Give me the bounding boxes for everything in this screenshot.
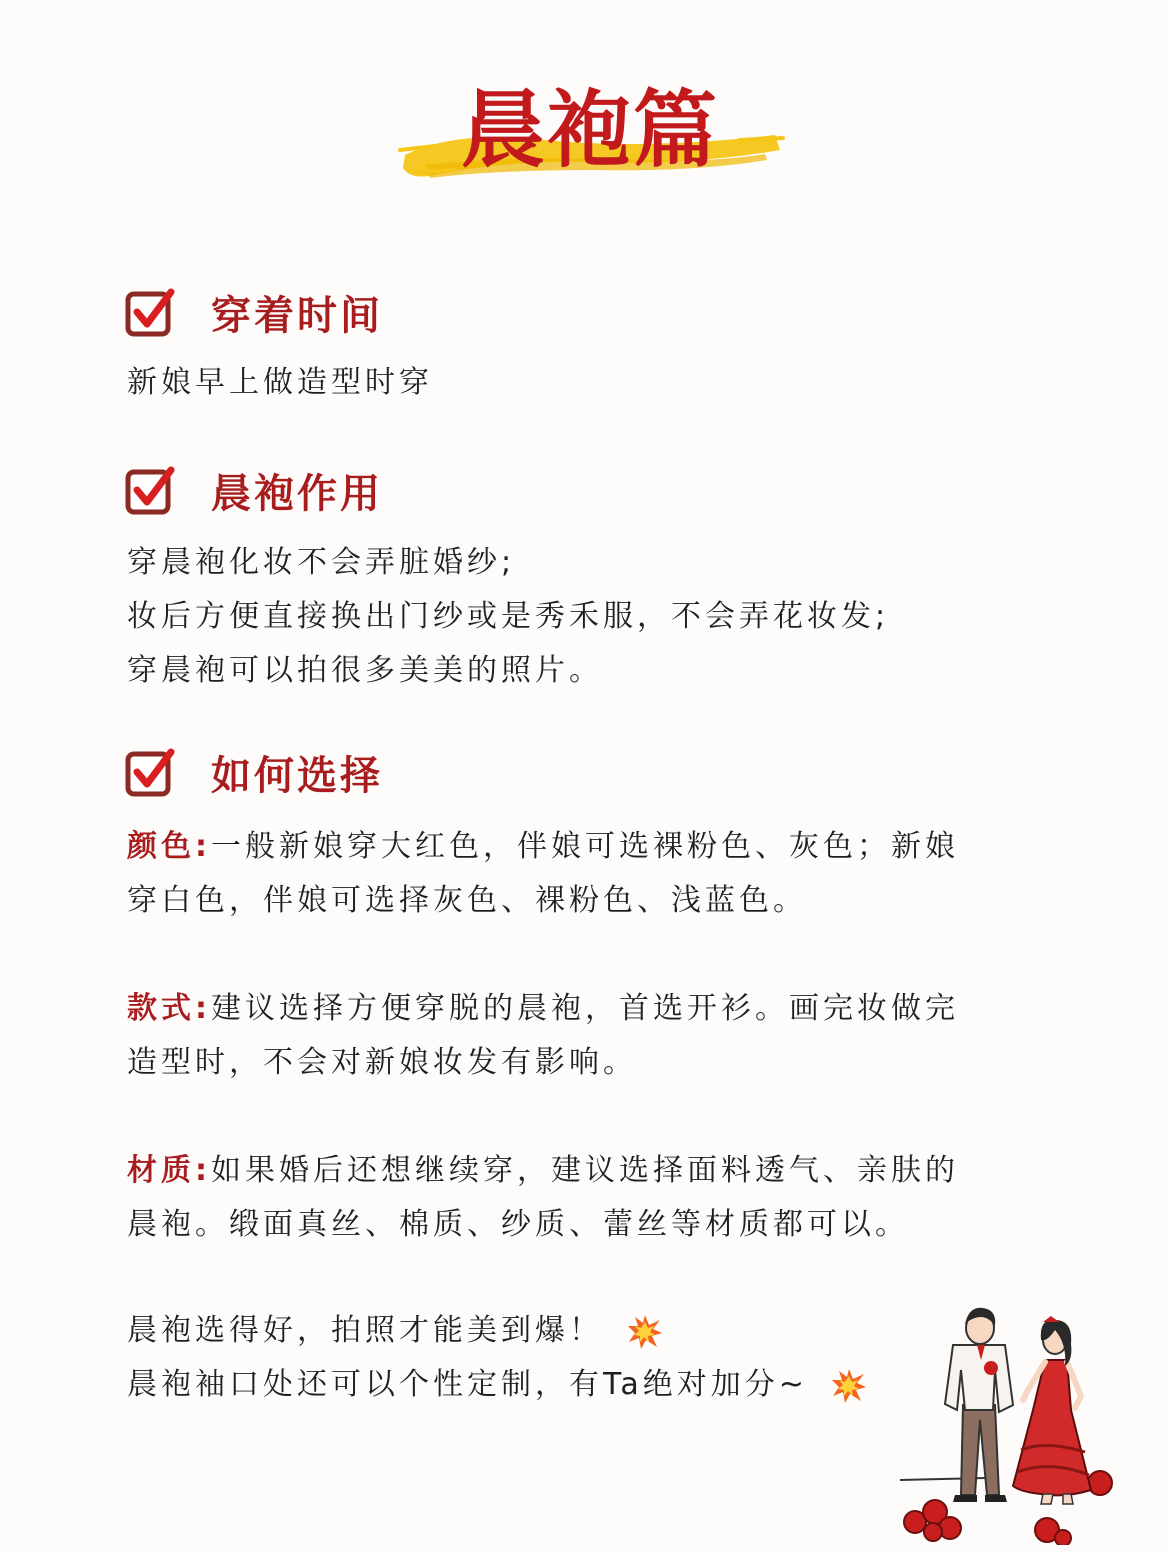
choice-style <box>127 982 959 1090</box>
choice-key: 材质: <box>127 1153 211 1188</box>
section-body-purpose <box>127 536 889 698</box>
section-heading: 穿着时间 <box>211 292 383 339</box>
choice-key: 颜色: <box>127 829 211 864</box>
explosion-icon <box>627 1314 663 1350</box>
body-line: 妆后方便直接换出门纱或是秀禾服，不会弄花妆发; <box>127 599 890 634</box>
explosion-icon <box>831 1368 867 1404</box>
closing-text <box>127 1304 867 1412</box>
title-block <box>395 70 785 210</box>
choice-key: 款式: <box>127 991 211 1026</box>
choice-material <box>127 1144 959 1252</box>
checkbox-checked-icon <box>125 464 177 516</box>
choice-text: 造型时，不会对新娘妆发有影响。 <box>127 1045 637 1080</box>
choice-text: 建议选择方便穿脱的晨袍，首选开衫。画完妆做完 <box>211 991 959 1026</box>
section-body-wear-time <box>127 356 433 410</box>
checkbox-checked-icon <box>125 746 177 798</box>
section-header-purpose <box>125 462 383 518</box>
choice-text: 一般新娘穿大红色，伴娘可选裸粉色、灰色；新娘 <box>211 829 959 864</box>
closing-line: 晨袍选得好，拍照才能美到爆！ <box>127 1313 603 1348</box>
body-line: 新娘早上做造型时穿 <box>127 365 433 400</box>
choice-color <box>127 820 959 928</box>
body-line: 穿晨袍化妆不会弄脏婚纱; <box>127 545 516 580</box>
wedding-couple-illustration <box>895 1300 1135 1545</box>
page-title: 晨袍篇 <box>460 80 719 179</box>
choice-text: 晨袍。缎面真丝、棉质、纱质、蕾丝等材质都可以。 <box>127 1207 909 1242</box>
closing-line: 晨袍袖口处还可以个性定制，有Ta绝对加分~ <box>127 1367 808 1402</box>
body-line: 穿晨袍可以拍很多美美的照片。 <box>127 653 603 688</box>
section-header-wear-time <box>125 284 383 340</box>
section-heading: 晨袍作用 <box>211 470 383 517</box>
checkbox-checked-icon <box>125 286 177 338</box>
section-heading: 如何选择 <box>211 752 383 799</box>
choice-text: 穿白色，伴娘可选择灰色、裸粉色、浅蓝色。 <box>127 883 807 918</box>
section-header-how-to-choose <box>125 744 383 800</box>
choice-text: 如果婚后还想继续穿，建议选择面料透气、亲肤的 <box>211 1153 959 1188</box>
